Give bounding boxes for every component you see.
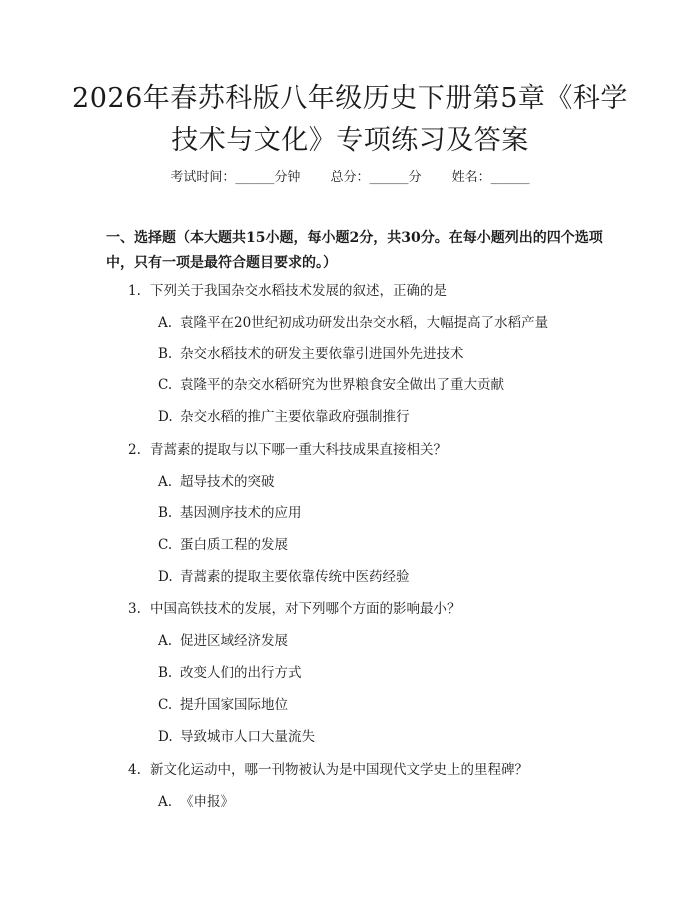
- question-3: [128, 599, 461, 619]
- question-2-option-a: [158, 472, 275, 492]
- option-letter: C.: [158, 377, 173, 393]
- option-letter: B.: [158, 665, 173, 681]
- section-title: 一、选择题（本大题共15小题，每小题2分，共30分。在每小题列出的四个选项中，只有一项是最符合题目要求的。）: [106, 230, 603, 271]
- question-text: 中国高铁技术的发展，对下列哪个方面的影响最小？: [150, 601, 461, 617]
- total-score-field: 总分：______分: [330, 170, 422, 185]
- exam-info-line: [0, 168, 700, 188]
- option-letter: C.: [158, 697, 173, 713]
- document-title: 2026年春苏科版八年级历史下册第5章《科学技术与文化》专项练习及答案: [72, 83, 628, 156]
- question-3-option-b: [158, 663, 302, 683]
- option-letter: D.: [158, 409, 173, 425]
- question-2-option-b: [158, 503, 302, 523]
- question-3-option-a: [158, 631, 288, 651]
- option-letter: A.: [158, 794, 173, 810]
- option-text: 改变人们的出行方式: [180, 665, 302, 681]
- question-4-option-a: [158, 792, 234, 812]
- option-text: 杂交水稻技术的研发主要依靠引进国外先进技术: [180, 346, 464, 362]
- option-letter: A.: [158, 633, 173, 649]
- question-number: 1.: [128, 283, 141, 299]
- question-2-option-c: [158, 535, 288, 555]
- question-1-option-b: [158, 344, 464, 364]
- question-4: [128, 760, 528, 780]
- question-1-option-a: [158, 313, 548, 333]
- option-text: 青蒿素的提取主要依靠传统中医药经验: [180, 569, 410, 585]
- name-field: 姓名：______: [451, 170, 530, 185]
- option-text: 袁隆平的杂交水稻研究为世界粮食安全做出了重大贡献: [180, 377, 504, 393]
- option-text: 导致城市人口大量流失: [180, 729, 315, 745]
- option-text: 基因测序技术的应用: [180, 505, 302, 521]
- question-2-option-d: [158, 567, 410, 587]
- option-text: 《申报》: [180, 794, 234, 810]
- option-letter: A.: [158, 315, 173, 331]
- question-number: 3.: [128, 601, 141, 617]
- question-number: 4.: [128, 762, 141, 778]
- question-text: 青蒿素的提取与以下哪一重大科技成果直接相关？: [150, 442, 447, 458]
- option-text: 蛋白质工程的发展: [180, 537, 288, 553]
- option-letter: A.: [158, 474, 173, 490]
- option-letter: B.: [158, 346, 173, 362]
- question-2: [128, 440, 447, 460]
- option-letter: D.: [158, 569, 173, 585]
- question-3-option-c: [158, 695, 288, 715]
- option-letter: D.: [158, 729, 173, 745]
- question-number: 2.: [128, 442, 141, 458]
- option-text: 提升国家国际地位: [180, 697, 288, 713]
- question-text: 新文化运动中，哪一刊物被认为是中国现代文学史上的里程碑？: [150, 762, 528, 778]
- question-1-option-d: [158, 407, 410, 427]
- option-letter: C.: [158, 537, 173, 553]
- question-text: 下列关于我国杂交水稻技术发展的叙述，正确的是: [150, 283, 447, 299]
- question-1-option-c: [158, 375, 504, 395]
- exam-time-field: 考试时间：______分钟: [170, 170, 301, 185]
- question-1: [128, 281, 447, 301]
- option-text: 袁隆平在20世纪初成功研发出杂交水稻，大幅提高了水稻产量: [180, 315, 549, 331]
- option-letter: B.: [158, 505, 173, 521]
- question-3-option-d: [158, 727, 315, 747]
- option-text: 杂交水稻的推广主要依靠政府强制推行: [180, 409, 410, 425]
- option-text: 促进区域经济发展: [180, 633, 288, 649]
- option-text: 超导技术的突破: [180, 474, 275, 490]
